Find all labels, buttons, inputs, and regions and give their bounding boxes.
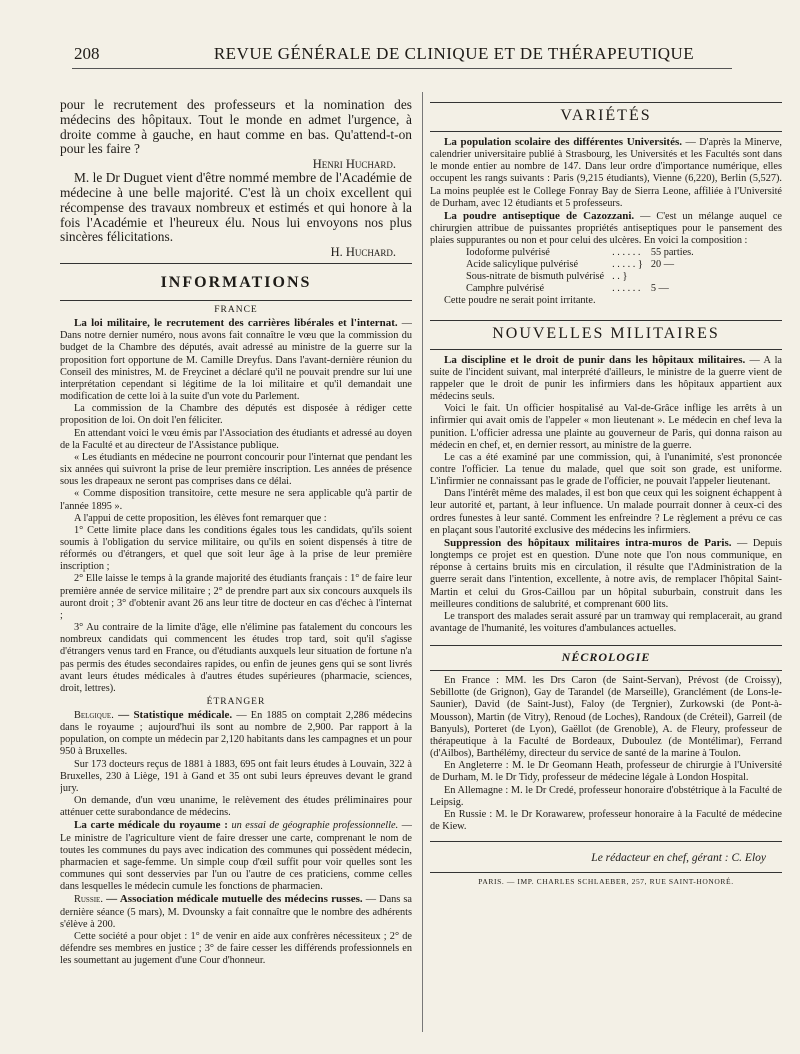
russie-heading: — Association médicale mutuelle des médecins russes. <box>102 893 363 906</box>
necrologie-angleterre: En Angleterre : M. le Dr Geomann Heath, professeur de chirurgie à l'Université de Durham, M. le Dr Tidy, professeur de médecine légale à London Hospital. <box>430 760 782 784</box>
suppression-text: — Depuis longtemps ce projet est en question. D'une note que l'on nous communique, en réponse à certains bruits mis en circulation, il résulte que l'Administration de la guerre serait dans l'intention, excellente, à notre avis, de remplacer l'hôpital Saint-Martin et celui du Gros-Caillou par un hôpital suburbain, construit dans les meilleures conditions de salubrité, et comprenant 600 lits. <box>430 537 782 610</box>
section-rule <box>430 872 782 873</box>
belgique-country: Belgique. <box>74 710 114 722</box>
quote-paragraph-2: « Comme disposition transitoire, cette mesure ne sera applicable qu'à partir de l'année 1895 ». <box>60 488 412 512</box>
section-rule <box>430 670 782 671</box>
necrologie-allemagne: En Allemagne : M. le Dr Credé, professeur honoraire d'obstétrique à la Faculté de Leipsig. <box>430 784 782 808</box>
column-divider <box>422 92 423 1032</box>
intro-signature: Henri Huchard. <box>312 157 396 172</box>
section-rule <box>430 349 782 350</box>
suppression-heading: Suppression des hôpitaux militaires intra-muros de Paris. <box>444 536 732 549</box>
carte-text: — Le ministre de l'agriculture vient de faire dresser une carte, comprenant le nom de toutes les communes du pays avec indication des communes qui possèdent médecin, pharmacien et sage-femme. Un simple coup d'œil suffit pour voir quelles sont les communes qui sont desservies par l'un ou l'autre de ces praticiens, comme celles dans lesquelles le médecin cumule les fonctions de pharmacien. <box>60 820 412 893</box>
russie-text: — Dans sa dernière séance (5 mars), M. Dvounsky a fait connaître que le nombre des adhérents s'élève à 200. <box>60 894 412 930</box>
section-rule <box>430 320 782 321</box>
duguet-signature: H. Huchard. <box>330 245 396 260</box>
informations-title: INFORMATIONS <box>160 274 312 292</box>
section-rule <box>60 300 412 301</box>
transport-paragraph: Le transport des malades serait assuré par un tramway qui remplacerait, au grand avantage de l'humanité, les voitures d'ambulances actuelles. <box>430 610 782 634</box>
recipe-row: Sous-nitrate de bismuth pulvérisé . . } <box>462 271 698 283</box>
population-text: — D'après la Minerve, calendrier universitaire publié à Strasbourg, les Universités et les Facultés sont dans le monde entier au nombre de 147. Dans leur ordre d'importance numérique, elles occupent les rangs suivants : Paris (9,215 étudiants), Vienne (6,220), Berlin (5,527). La moins peuplée est le College Fonray Bay de Sierra Leone, affiliée à l'Université de Durham, avec 12 étudiants et 5 professeurs. <box>430 137 782 209</box>
section-rule <box>430 841 782 842</box>
varietes-title: VARIÉTÉS <box>560 107 652 124</box>
left-column <box>60 98 412 1018</box>
commission-paragraph: La commission de la Chambre des députés est disposée à rédiger cette proposition de loi. On doit l'en féliciter. <box>60 403 412 427</box>
demande-paragraph: On demande, d'un vœu unanime, le relèvement des études préliminaires pour atténuer cette surabondance de médecins. <box>60 795 412 819</box>
loi-militaire-heading: La loi militaire, le recrutement des carrières libérales et l'internat. <box>74 317 398 330</box>
recipe-table <box>462 247 698 295</box>
point-2-paragraph: 2° Elle laisse le temps à la grande majorité des étudiants français : 1° de faire leur première année de service militaire ; 2° de prendre part aux six concours auxquels ils auront droit ; 3° d'obtenir avant 26 ans leur titre de docteur en cas d'échec à l'internat ; <box>60 573 412 621</box>
discipline-text: — A la suite de l'incident suivant, mal interprété d'ailleurs, le ministre de la guerre vient de rappeler que le droit de punir les infirmiers dans les hôpitaux appartient aux médecins seuls. <box>430 354 782 403</box>
recipe-quantity: 55 parties. <box>650 247 694 259</box>
russie-country: Russie. <box>74 894 103 906</box>
intro-paragraph: pour le recrutement des professeurs et la nomination des médecins des hôpitaux. Tout le monde en admet l'urgence, à droite comme à gauche, en haut comme en bas. Qu'attend-t-on pour les faire ? <box>60 98 412 157</box>
recipe-ingredient: Iodoforme pulvérisé <box>466 247 550 259</box>
running-header <box>74 44 724 66</box>
discipline-paragraph <box>430 354 782 404</box>
carte-heading: La carte médicale du royaume : <box>74 819 228 832</box>
recipe-ingredient: Acide salicylique pulvérisé <box>466 259 579 271</box>
journal-title: REVUE GÉNÉRALE DE CLINIQUE ET DE THÉRAPEUTIQUE <box>213 44 695 63</box>
point-3-paragraph: 3° Au contraire de la limite d'âge, elle n'élimine pas fatalement du concours les nombreux candidats qui commencent les études trop tard, soit qu'il s'agisse d'étrangers venus tard en France, ou d'étudiants auxquels leur situation de fortune n'a pas permis des études secondaires rapides, ou enfin de jeunes gens qui se sont livrés avant leurs études médicales à d'autres études supérieures (pharmacie, sciences, droit, lettres). <box>60 622 412 694</box>
necrologie-france: En France : MM. les Drs Caron (de Saint-Servan), Prévost (de Croissy), Sebillotte (de Grignon), Gay de Tarandel (de Marseille), Granclément (de Lons-le-Saunier), David (de Saint-Just), Faloy (de Tergnier), Zurkowski (de Pont-à-Mousson), Martin (de Vitry), Renoud (de Loches), Randoux (de Créteil), Garreil (de Banyuls), Porteret (de Lyon), Gaëllot (de Grenoble), A. de Fleury, professeur de thérapeutique à la Faculté de Bordeaux, Duboulez (de Montélimar), Ferrand (d'Ailbos), Barthélémy, directeur du service de santé de la marine à Toulon. <box>430 675 782 760</box>
belgique-heading: — Statistique médicale. <box>113 709 233 722</box>
necrologie-title: NÉCROLOGIE <box>561 650 651 665</box>
right-column <box>430 98 782 1020</box>
fait-paragraph: Voici le fait. Un officier hospitalisé au Val-de-Grâce inflige les arrêts à un infirmier qui avait omis de l'appeler « mon lieutenant ». Le médecin en chef leva la punition. L'officier adressa une plainte au gouverneur de Paris, qui donna raison au médecin en chef, et, en dernier ressort, au ministre de la guerre. <box>430 403 782 451</box>
recipe-row: Acide salicylique pulvérisé . . . . . } 20 — <box>462 259 698 271</box>
poudre-paragraph <box>430 210 782 247</box>
carte-paragraph <box>60 819 412 893</box>
attendant-paragraph: En attendant voici le vœu émis par l'Association des étudiants et adressé au doyen de la Faculté et au directeur de l'Assistance publique. <box>60 427 412 451</box>
section-rule <box>430 102 782 103</box>
header-rule <box>72 68 732 69</box>
recipe-ingredient: Sous-nitrate de bismuth pulvérisé <box>466 271 605 283</box>
recipe-ingredient: Camphre pulvérisé <box>466 283 545 295</box>
societe-paragraph: Cette société a pour objet : 1° de venir en aide aux confrères nécessiteux ; 2° de défendre ses membres en justice ; 3° de faire cesser les différends professionnels en les soumettant au jugement d'une Cour d'honneur. <box>60 930 412 967</box>
carte-subtitle: un essai de géographie professionnelle. <box>227 820 399 832</box>
population-paragraph <box>430 136 782 210</box>
belgique-paragraph <box>60 709 412 759</box>
necrologie-russie: En Russie : M. le Dr Korawarew, professeur honoraire à la Faculté de médecine de Kiew. <box>430 808 782 833</box>
poudre-text: — C'est un mélange auquel ce chirurgien attribue de puissantes propriétés antiseptiques pour le pansement des plaies suppurantes ou non et pour celui des ulcères. En voici la composition : <box>430 210 782 247</box>
loi-militaire-paragraph <box>60 317 412 403</box>
recipe-quantity: 5 — <box>650 283 669 295</box>
printer-imprint: PARIS. — IMP. CHARLES SCHLAEBER, 257, RUE SAINT-HONORÉ. <box>478 877 734 887</box>
point-1-paragraph: 1° Cette limite place dans les conditions égales tous les candidats, qu'ils soient soumis à l'obligation du service militaire, ou qu'ils en soient dispensés à titre de réformés ou d'étrangers, et quel que soit leur âge à la prise de leur première inscription ; <box>60 524 412 573</box>
recipe-quantity <box>647 271 698 283</box>
quote-paragraph-1: « Les étudiants en médecine ne pourront concourir pour l'internat que pendant les six années qui suivront la prise de leur première inscription. Les années de présence sous les drapeaux ne seront pas comprises dans ce délai. <box>60 451 412 488</box>
page-number: 208 <box>74 44 100 63</box>
nouvelles-militaires-title: NOUVELLES MILITAIRES <box>492 324 720 342</box>
poudre-heading: La poudre antiseptique de Cazozzani. <box>444 209 635 222</box>
france-label: FRANCE <box>214 305 258 316</box>
section-rule <box>430 645 782 646</box>
section-rule <box>430 131 782 132</box>
editor-line: Le rédacteur en chef, gérant : C. Eloy <box>591 852 766 865</box>
duguet-paragraph: M. le Dr Duguet vient d'être nommé membre de l'Académie de médecine à une belle majorité. C'est là un choix excellent qui récompense des travaux nombreux et estimés et qui honore à la fois l'Académie et l'heureux élu. Nous lui envoyons nos plus sincères félicitations. <box>60 170 412 245</box>
section-rule <box>60 263 412 264</box>
cas-paragraph: Le cas a été examiné par une commission, qui, à l'unanimité, s'est prononcée contre l'officier. La tenue du malade, quel que soit son grade, est uniforme. L'infirmier ne connaissant pas le grade de l'officier, ne pouvait l'appeler lieutenant. <box>430 451 782 488</box>
etranger-label: ÉTRANGER <box>206 697 266 708</box>
poudre-end: Cette poudre ne serait point irritante. <box>444 295 596 307</box>
recipe-quantity: 20 — <box>650 259 674 271</box>
russie-paragraph <box>60 893 412 930</box>
appui-paragraph: A l'appui de cette proposition, les élèves font remarquer que : <box>74 512 327 524</box>
docteurs-paragraph: Sur 173 docteurs reçus de 1881 à 1883, 695 ont fait leurs études à Louvain, 322 à Bruxelles, 230 à Liège, 191 à Gand et 35 ont subi leurs épreuves devant le grand jury. <box>60 758 412 794</box>
interet-paragraph: Dans l'intérêt même des malades, il est bon que ceux qui les soignent échappent à leur autorité et, partant, à leur influence. Un malade pourrait donner à ceux-ci des ordres funestes à leur santé. Comment les enfreindre ? Le règlement a prévu ce cas en plaçant sous l'autorité exclusive des médecins les infirmiers. <box>430 488 782 536</box>
recipe-row: Camphre pulvérisé . . . . . . 5 — <box>462 283 698 295</box>
discipline-heading: La discipline et le droit de punir dans les hôpitaux militaires. <box>444 353 746 366</box>
loi-militaire-text: — Dans notre dernier numéro, nous avons fait connaître le vœu que la commission du budget de la Chambre des députés, avait adressé au ministre de la guerre sur la proposition fort opportune de M. Camille Dreyfus. Dans l'avant-dernière réunion du Conseil des ministres, M. de Freycinet a déclaré qu'il ne pouvait prendre sur lui une interprétation cependant si légitime de la loi militaire et qu'il demandait une modification de cette loi à la suite d'un vote du Parlement. <box>60 318 412 403</box>
population-heading: La population scolaire des différentes Universités. <box>444 136 683 148</box>
belgique-text: — En 1885 on comptait 2,286 médecins dans le royaume ; aujourd'hui ils sont au nombre de 2,900. Par rapport à la population, on compte un médecin par 2,120 habitants dans les campagnes et un pour 950 à Bruxelles. <box>60 710 412 758</box>
recipe-row: Iodoforme pulvérisé . . . . . . 55 parties. <box>462 247 698 259</box>
suppression-paragraph <box>430 537 782 611</box>
